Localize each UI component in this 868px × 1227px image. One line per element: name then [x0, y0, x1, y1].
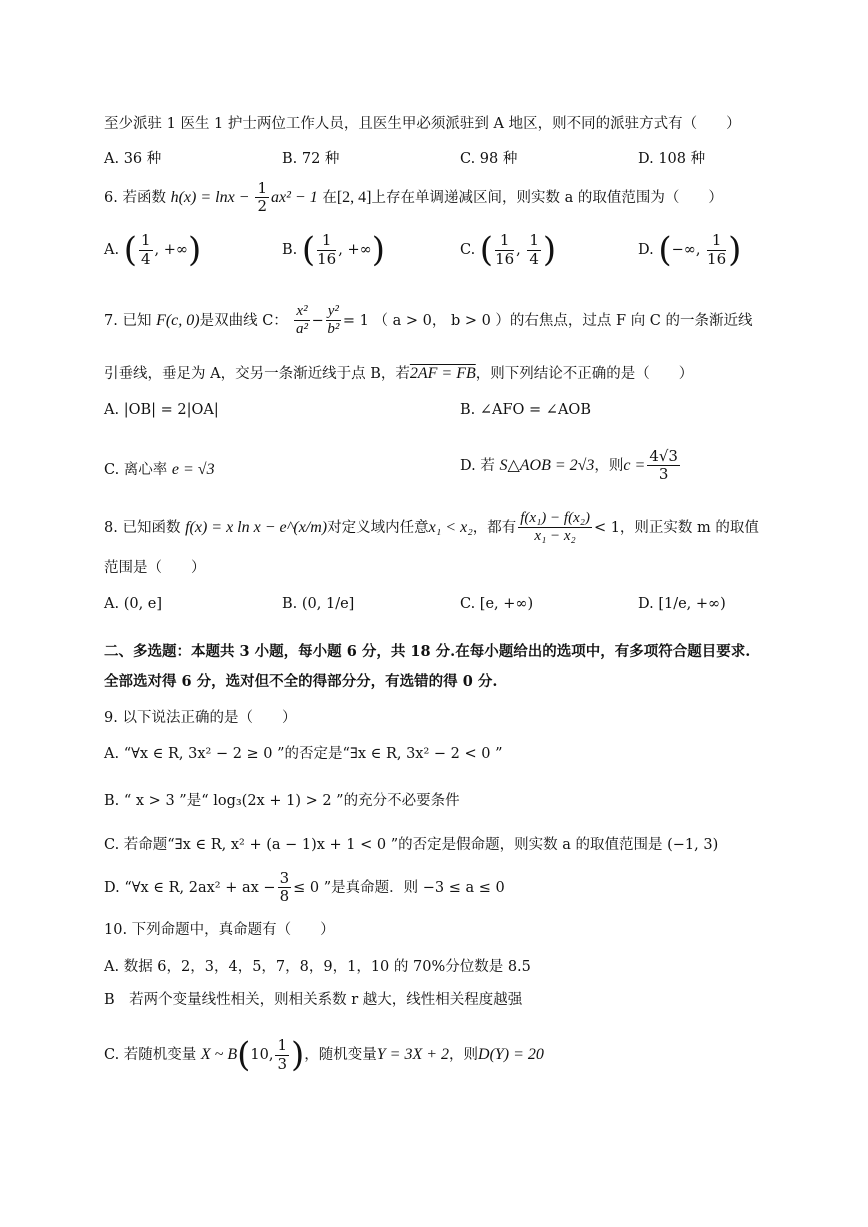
- paren-right: ): [187, 230, 202, 270]
- frac-num: 1: [707, 232, 726, 250]
- q6-option-a: [104, 230, 201, 270]
- option-math-1: X ~ B: [200, 1046, 238, 1063]
- option-mid-2: ，则: [449, 1047, 479, 1063]
- option-mid: ，随机变量: [304, 1047, 377, 1063]
- q7-option-a: A. |OB| = 2|OA|: [104, 402, 219, 418]
- q7-stem-line1: [104, 303, 753, 339]
- option-pre: D. “∀x ∈ R, 2ax² + ax −: [104, 879, 276, 896]
- option-pre: −∞,: [671, 242, 706, 258]
- q10-option-a: A. 数据 6，2，3，4，5，7，8，9，1，10 的 70%分位数是 8.5: [104, 959, 531, 975]
- q8-function: f(x) = x ln x − e^(x/m): [185, 518, 328, 536]
- option-fraction: [647, 448, 680, 484]
- q7-line2-b: ，则下列结论不正确的是（ ）: [475, 366, 694, 382]
- q8-mid: 对定义域内任意: [327, 519, 429, 536]
- q7-stem-line2: [104, 362, 693, 383]
- fraction: [495, 232, 514, 268]
- q8-mid2: ，都有: [472, 519, 517, 536]
- paren-right: ): [290, 1035, 305, 1075]
- q7-vector-eq: 2AF = FB: [409, 365, 476, 382]
- q7-mid: 是双曲线 C：: [199, 312, 288, 329]
- frac-num: 3: [279, 869, 290, 887]
- q6-option-d: [638, 230, 741, 270]
- section-2-heading: 二、多选题：本题共 3 小题，每小题 6 分，共 18 分.在每小题给出的选项中，有多项符合题目要求.: [104, 643, 751, 660]
- option-label: D. 若: [460, 457, 495, 474]
- frac-num: f(x₁) − f(x₂): [518, 510, 592, 528]
- frac-den: 4: [529, 249, 539, 268]
- q6-stem: [104, 180, 723, 216]
- q8-stem-line1: [104, 510, 759, 546]
- frac-num: 1: [529, 231, 539, 250]
- q9-option-d: [104, 870, 505, 906]
- q8-prefix: 8. 已知函数: [104, 519, 181, 536]
- option-pre: C. 若随机变量: [104, 1047, 197, 1063]
- q10-option-c: [104, 1035, 544, 1075]
- paren-left: (: [237, 1035, 251, 1075]
- q8-condition: x₁ < x₂: [428, 518, 473, 536]
- fraction: [707, 232, 726, 268]
- option-rest: , +∞: [154, 242, 188, 258]
- section-2-scoring: 全部选对得 6 分，选对但不全的得部分分，有选错的得 0 分.: [104, 673, 498, 690]
- q7-point: F(c, 0): [156, 311, 200, 329]
- paren-left: (: [479, 230, 494, 270]
- q10-option-b: B 若两个变量线性相关，则相关系数 r 越大，线性相关程度越强: [104, 992, 523, 1008]
- frac-den: 16: [495, 249, 515, 268]
- fraction: [139, 232, 153, 268]
- option-label: A.: [104, 242, 120, 258]
- frac-den: 16: [317, 249, 337, 268]
- frac-den: b²: [327, 321, 340, 338]
- option-fraction: [275, 1037, 289, 1073]
- q8-option-b: B. (0, 1/e]: [282, 596, 355, 612]
- q6-option-c: [460, 230, 556, 270]
- q8-fraction: [518, 510, 592, 546]
- q6-frac-den: 2: [257, 197, 268, 216]
- option-post: ≤ 0 ”是真命题．则 −3 ≤ a ≤ 0: [293, 879, 505, 896]
- minus: −: [311, 312, 324, 329]
- q8-suffix: ，则正实数 m 的取值: [619, 519, 759, 536]
- fraction: [317, 232, 336, 268]
- q9-stem: 9. 以下说法正确的是（ ）: [104, 710, 297, 726]
- q6-option-b: [282, 230, 385, 270]
- q5-stem-tail: 至少派驻 1 医生 1 护士两位工作人员，且医生甲必须派驻到 A 地区，则不同的派驻方式有（ ）: [104, 116, 741, 132]
- frac-num: 1: [277, 1036, 287, 1055]
- frac-num: 1: [317, 232, 336, 250]
- option-math: e = √3: [171, 461, 215, 478]
- frac-den: 16: [707, 249, 727, 268]
- q6-fraction: [255, 180, 269, 216]
- frac-den: x₁ − x₂: [534, 528, 576, 545]
- q6-function-rest: ax² − 1: [271, 188, 318, 206]
- q7-prefix: 7. 已知: [104, 312, 152, 329]
- q5-option-c: C. 98 种: [460, 151, 518, 167]
- q8-lt: < 1: [593, 519, 620, 536]
- frac-num: 1: [140, 231, 151, 250]
- q9-option-a: A. “∀x ∈ R, 3x² − 2 ≥ 0 ”的否定是“∃x ∈ R, 3x² − 2 < 0 ”: [104, 746, 503, 762]
- option-rest: ,: [516, 242, 526, 258]
- frac-den: a²: [296, 321, 308, 338]
- q7-option-c: [104, 458, 215, 479]
- q7-option-b: B. ∠AFO = ∠AOB: [460, 402, 591, 418]
- paren-right: ): [728, 230, 742, 270]
- paren-right: ): [371, 230, 385, 270]
- q6-suffix: 上存在单调递减区间，则实数 a 的取值范围为（ ）: [371, 189, 723, 206]
- option-label: B.: [282, 242, 298, 258]
- q5-option-b: B. 72 种: [282, 151, 340, 167]
- q6-mid: 在: [322, 189, 337, 206]
- option-math-2: Y = 3X + 2: [376, 1046, 450, 1063]
- equals-one: = 1: [342, 312, 369, 329]
- option-c: c =: [623, 456, 646, 474]
- paren-left: (: [123, 230, 137, 270]
- frac-num: x²: [294, 303, 309, 321]
- option-math-3: D(Y) = 20: [478, 1046, 544, 1063]
- q7-frac-y: [326, 303, 341, 339]
- option-inner: 10,: [250, 1047, 274, 1063]
- q6-prefix: 6. 若函数: [104, 189, 166, 206]
- q7-frac-x: [294, 303, 309, 339]
- paren-right: ): [542, 230, 557, 270]
- frac-den: 8: [279, 887, 290, 906]
- q7-line2-a: 引垂线，垂足为 A，交另一条渐近线于点 B，若: [104, 366, 410, 382]
- q10-stem: 10. 下列命题中，真命题有（ ）: [104, 922, 335, 938]
- frac-den: 3: [277, 1054, 287, 1073]
- q9-option-c: C. 若命题“∃x ∈ R, x² + (a − 1)x + 1 < 0 ”的否定是假命题，则实数 a 的取值范围是 (−1, 3): [104, 837, 719, 853]
- q8-stem-line2: 范围是（ ）: [104, 560, 206, 576]
- frac-num: y²: [326, 303, 341, 321]
- q5-option-a: A. 36 种: [104, 151, 162, 167]
- q7-condition: （ a > 0， b > 0 ）的右焦点，过点 F 向 C 的一条渐近线: [373, 312, 753, 329]
- option-mid: ，则: [594, 457, 624, 474]
- q6-frac-num: 1: [257, 179, 268, 197]
- fraction-2: [527, 232, 541, 268]
- q9-option-b: B. “ x > 3 ”是“ log₃(2x + 1) > 2 ”的充分不必要条件: [104, 793, 460, 809]
- option-math: S△AOB = 2√3: [499, 456, 595, 474]
- q8-option-a: A. (0, e]: [104, 596, 163, 612]
- frac-num: 4√3: [649, 447, 678, 465]
- option-rest: , +∞: [338, 242, 372, 258]
- q8-option-d: D. [1/e, +∞): [638, 596, 726, 612]
- frac-den: 3: [658, 465, 669, 484]
- option-label: C.: [460, 242, 476, 258]
- q8-option-c: C. [e, +∞): [460, 596, 534, 612]
- q6-interval: [2, 4]: [336, 188, 372, 206]
- frac-num: 1: [495, 232, 514, 250]
- q6-function: h(x) = lnx −: [170, 188, 254, 206]
- paren-left: (: [658, 230, 672, 270]
- frac-den: 4: [140, 249, 151, 268]
- q5-option-d: D. 108 种: [638, 151, 706, 167]
- option-label: C. 离心率: [104, 462, 168, 478]
- paren-left: (: [301, 230, 316, 270]
- option-label: D.: [638, 242, 654, 258]
- q7-option-d: [460, 448, 682, 484]
- option-fraction: [278, 870, 292, 906]
